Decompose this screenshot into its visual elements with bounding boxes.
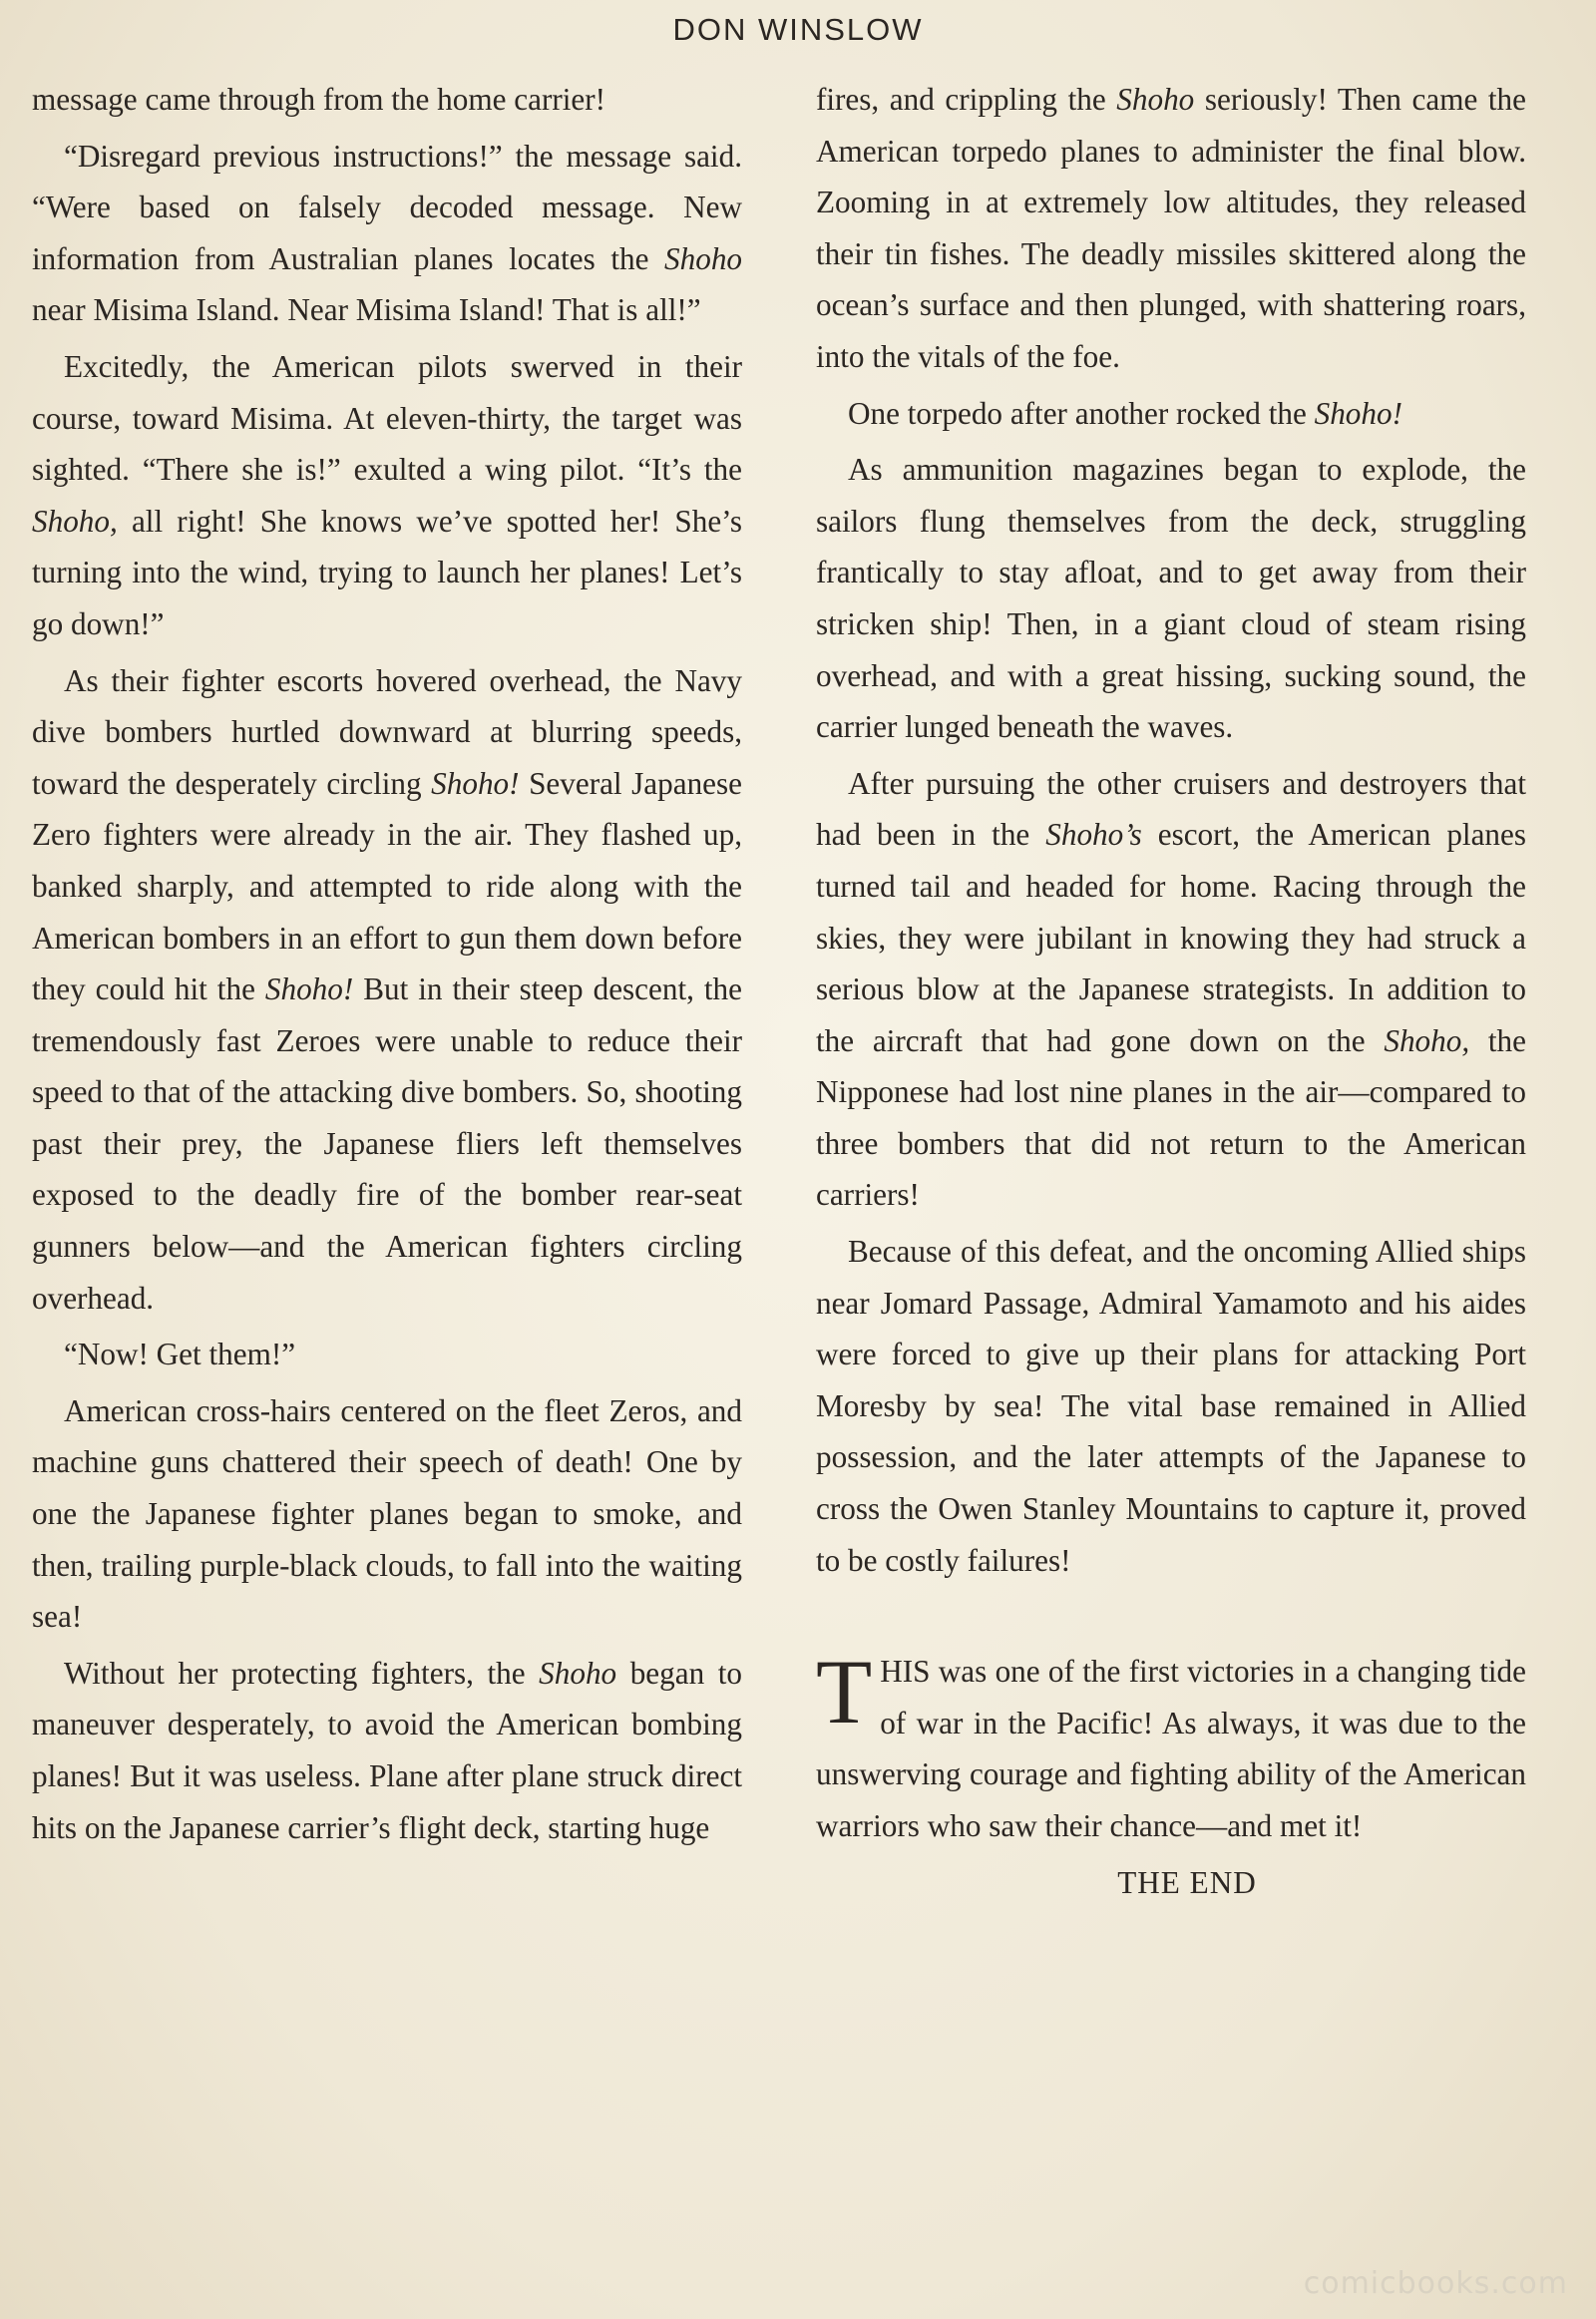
the-end-label: THE END xyxy=(1117,1864,1257,1900)
paragraph: Excitedly, the American pilots swerved in their course, toward Misima. At eleven-thirty, the target was sighted. “There she is!” exulted a wing pilot. “It’s the Shoho, all right! She knows we’ve spotted her! She’s turning into the wind, trying to launch her planes! Let’s go down!” xyxy=(32,348,742,641)
watermark: comicbooks.com xyxy=(1303,2266,1568,2301)
paragraph: Because of this defeat, and the oncoming Allied ships near Jomard Passage, Admiral Yamamoto and his aides were forced to give up their plans for attacking Port Moresby by sea! The vital base remained in Allied possession, and the later attempts of the Japanese to cross the Owen Stanley Mountains to capture it, proved to be costly failures! xyxy=(816,1234,1526,1578)
paragraph: “Now! Get them!” xyxy=(64,1337,296,1372)
paragraph: As ammunition magazines began to explode, the sailors flung themselves from the deck, struggling frantically to stay afloat, and to get away from their stricken ship! Then, in a giant cloud of steam rising overhead, and with a great hissing, sucking sound, the carrier lunged beneath the waves. xyxy=(816,452,1526,745)
drop-cap: T xyxy=(816,1641,873,1743)
closing-paragraph: THIS was one of the first victories in a changing tide of war in the Pacific! As always, it was due to the unswerving courage and fighting ability of the American warriors who saw their chance—and met it! xyxy=(816,1641,1526,1843)
left-column xyxy=(32,74,742,1858)
paragraph: “Disregard previous instructions!” the message said. “Were based on falsely decoded message. New information from Australian planes locates the Shoho near Misima Island. Near Misima Island! That is all!” xyxy=(32,138,742,328)
paragraph: After pursuing the other cruisers and destroyers that had been in the Shoho’s escort, the American planes turned tail and headed for home. Racing through the skies, they were jubilant in knowing they had struck a serious blow at the Japanese strategists. In addition to the aircraft that had gone down on the Shoho, the Nipponese had lost nine planes in the air—compared to three bombers that did not return to the American carriers! xyxy=(816,765,1526,1213)
paragraph: As their fighter escorts hovered overhead, the Navy dive bombers hurtled downward at blurring speeds, toward the desperately circling Shoho! Several Japanese Zero fighters were already in the air. They flashed up, banked sharply, and attempted to ride along with the American bombers in an effort to gun them down before they could hit the Shoho! But in their steep descent, the tremendously fast Zeroes were unable to reduce their speed to that of the attacking dive bombers. So, shooting past their prey, the Japanese fliers left themselves exposed to the deadly fire of the bomber rear-seat gunners below—and the American fighters circling overhead. xyxy=(32,662,742,1316)
paragraph: message came through from the home carrier! xyxy=(32,82,605,117)
paragraph: fires, and crippling the Shoho seriously! Then came the American torpedo planes to administer the final blow. Zooming in at extremely low altitudes, they released their tin fishes. The deadly missiles skittered along the ocean’s surface and then plunged, with shattering roars, into the vitals of the foe. xyxy=(816,82,1526,374)
page-header: DON WINSLOW xyxy=(672,12,924,47)
paragraph: Without her protecting fighters, the Shoho began to maneuver desperately, to avoid the American bombing planes! But it was useless. Plane after plane struck direct hits on the Japanese carrier’s flight deck, starting huge xyxy=(32,1655,742,1845)
paragraph: One torpedo after another rocked the Shoho! xyxy=(848,395,1402,431)
right-column xyxy=(816,74,1526,1913)
paragraph: American cross-hairs centered on the fleet Zeros, and machine guns chattered their speech of death! One by one the Japanese fighter planes began to smoke, and then, trailing purple-black clouds, to fall into the waiting sea! xyxy=(32,1392,742,1635)
